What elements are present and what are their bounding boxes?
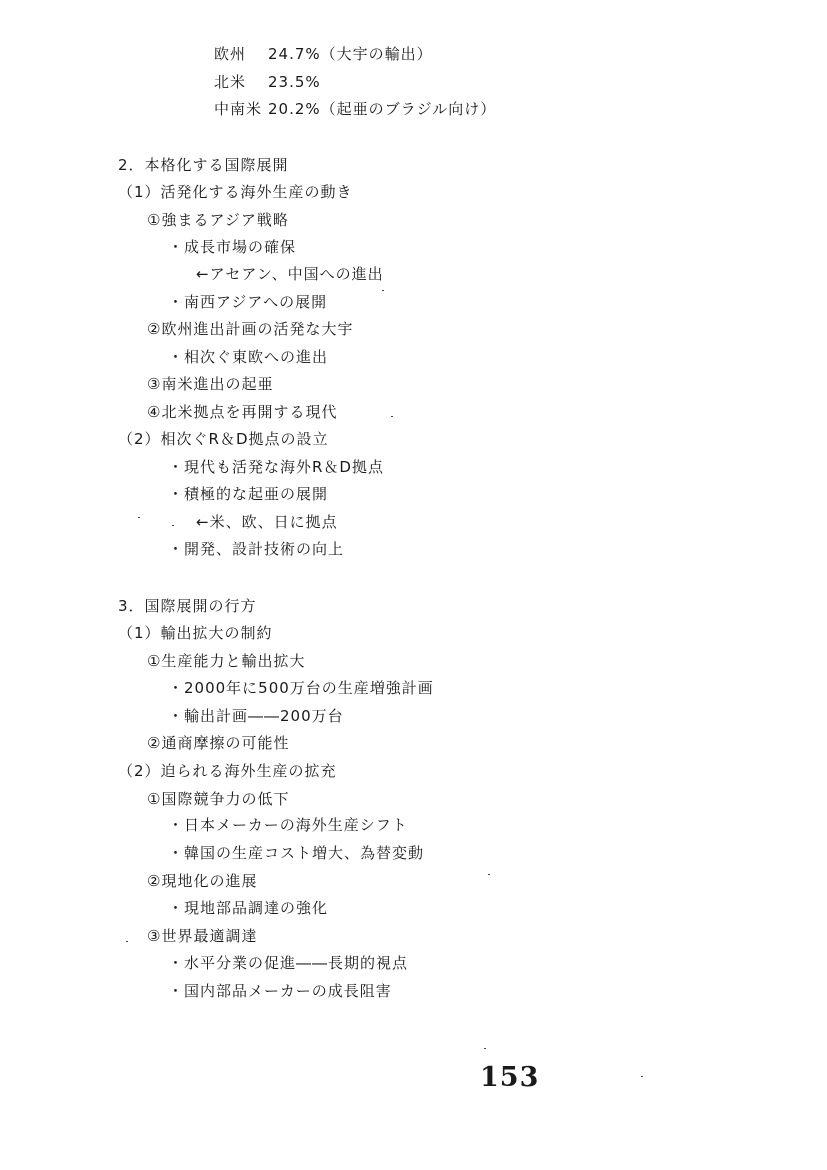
scan-speck <box>391 416 393 417</box>
bullet-item: ・積極的な起亜の展開 <box>168 485 329 503</box>
arrow-note: ←アセアン、中国への進出 <box>196 265 384 283</box>
bullet-item: ・現地部品調達の強化 <box>168 899 329 917</box>
scan-speck <box>172 525 174 526</box>
bullet-item: ・輸出計画――200万台 <box>168 707 344 725</box>
region-share: 24.7%（大宇の輸出） <box>268 45 433 63</box>
item-heading: ②通商摩擦の可能性 <box>147 734 290 752</box>
bullet-item: ・日本メーカーの海外生産シフト <box>168 816 408 834</box>
bullet-item: ・開発、設計技術の向上 <box>168 540 345 558</box>
bullet-item: ・国内部品メーカーの成長阻害 <box>168 982 392 1000</box>
item-heading: ②現地化の進展 <box>147 872 258 890</box>
item-heading: ③世界最適調達 <box>147 927 258 945</box>
page-number: 153 <box>480 1062 540 1093</box>
item-heading: ①国際競争力の低下 <box>147 790 290 808</box>
section-heading: 2．本格化する国際展開 <box>118 156 289 174</box>
region-row <box>214 72 321 92</box>
region-name: 欧州 <box>214 45 247 63</box>
region-name: 中南米 <box>214 100 263 118</box>
scan-speck <box>484 1048 486 1049</box>
bullet-item: ・韓国の生産コスト増大、為替変動 <box>168 844 425 862</box>
section-heading: 3．国際展開の行方 <box>118 597 257 615</box>
item-heading: ①強まるアジア戦略 <box>147 211 289 229</box>
bullet-item: ・相次ぐ東欧への進出 <box>168 348 329 366</box>
scan-speck <box>138 517 140 518</box>
bullet-item: ・2000年に500万台の生産増強計画 <box>168 679 434 697</box>
item-heading: ②欧州進出計画の活発な大宇 <box>147 320 354 338</box>
bullet-item: ・現代も活発な海外R＆D拠点 <box>168 458 384 476</box>
subsection-heading: （1）輸出拡大の制約 <box>118 624 273 642</box>
item-heading: ①生産能力と輸出拡大 <box>147 652 306 670</box>
scan-speck <box>488 874 490 875</box>
subsection-heading: （2）迫られる海外生産の拡充 <box>118 762 337 780</box>
region-share: 20.2%（起亜のブラジル向け） <box>268 100 497 118</box>
arrow-note: ←米、欧、日に拠点 <box>196 513 338 531</box>
bullet-item: ・南西アジアへの展開 <box>168 293 328 311</box>
subsection-heading: （1）活発化する海外生産の動き <box>118 183 353 201</box>
bullet-item: ・水平分業の促進――長期的視点 <box>168 954 409 972</box>
region-row <box>214 99 496 119</box>
scan-speck <box>641 1076 643 1077</box>
region-row <box>214 44 433 64</box>
scan-speck <box>126 941 128 942</box>
subsection-heading: （2）相次ぐR＆D拠点の設立 <box>118 430 329 448</box>
item-heading: ④北米拠点を再開する現代 <box>147 403 338 421</box>
item-heading: ③南米進出の起亜 <box>147 375 274 393</box>
bullet-item: ・成長市場の確保 <box>168 238 297 256</box>
scan-speck <box>382 290 384 291</box>
region-share: 23.5% <box>268 73 321 91</box>
region-name: 北米 <box>214 73 247 91</box>
